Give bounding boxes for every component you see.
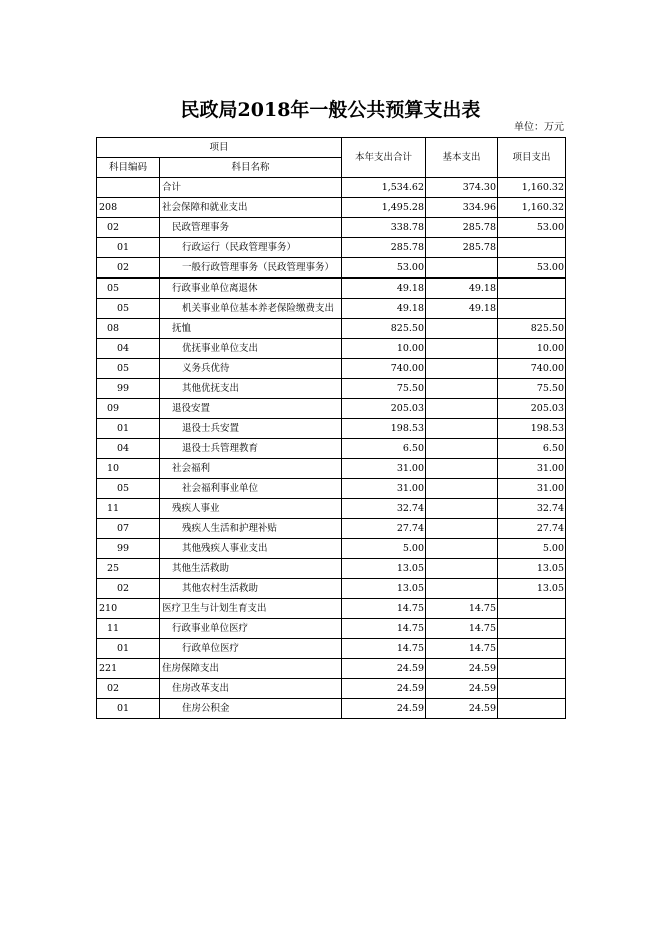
table-row xyxy=(97,539,566,559)
cell-total: 24.59 xyxy=(342,679,426,699)
cell-basic: 24.59 xyxy=(426,699,498,719)
cell-name: 义务兵优待 xyxy=(160,359,342,379)
cell-name: 行政事业单位离退休 xyxy=(160,278,342,299)
cell-basic: 285.78 xyxy=(426,218,498,238)
cell-code: 04 xyxy=(97,439,160,459)
cell-total: 10.00 xyxy=(342,339,426,359)
page-title: 民政局2018年一般公共预算支出表 xyxy=(180,99,481,121)
header-code: 科目编码 xyxy=(97,158,160,178)
table-row xyxy=(97,339,566,359)
cell-code: 05 xyxy=(97,359,160,379)
cell-code: 208 xyxy=(97,198,160,218)
cell-code: 01 xyxy=(97,639,160,659)
cell-item: 5.00 xyxy=(498,539,566,559)
cell-name: 住房公积金 xyxy=(160,699,342,719)
table-row xyxy=(97,399,566,419)
cell-item xyxy=(498,679,566,699)
cell-total: 825.50 xyxy=(342,319,426,339)
cell-code: 02 xyxy=(97,579,160,599)
cell-code: 05 xyxy=(97,299,160,319)
cell-name: 合计 xyxy=(160,178,342,198)
cell-basic xyxy=(426,319,498,339)
table-row xyxy=(97,659,566,679)
cell-code: 07 xyxy=(97,519,160,539)
cell-basic xyxy=(426,258,498,279)
cell-code: 11 xyxy=(97,619,160,639)
budget-table xyxy=(96,137,566,719)
cell-name: 退役安置 xyxy=(160,399,342,419)
table-row xyxy=(97,679,566,699)
cell-name: 其他生活救助 xyxy=(160,559,342,579)
table-row xyxy=(97,599,566,619)
cell-item xyxy=(498,599,566,619)
cell-basic xyxy=(426,419,498,439)
cell-name: 其他农村生活救助 xyxy=(160,579,342,599)
cell-total: 6.50 xyxy=(342,439,426,459)
cell-code: 210 xyxy=(97,599,160,619)
cell-total: 75.50 xyxy=(342,379,426,399)
table-row xyxy=(97,258,566,279)
cell-item xyxy=(498,639,566,659)
cell-basic xyxy=(426,539,498,559)
cell-code: 99 xyxy=(97,379,160,399)
cell-name: 医疗卫生与计划生育支出 xyxy=(160,599,342,619)
cell-name: 抚恤 xyxy=(160,319,342,339)
cell-name: 社会福利 xyxy=(160,459,342,479)
cell-basic: 24.59 xyxy=(426,659,498,679)
cell-name: 民政管理事务 xyxy=(160,218,342,238)
cell-total: 32.74 xyxy=(342,499,426,519)
cell-total: 13.05 xyxy=(342,559,426,579)
cell-total: 205.03 xyxy=(342,399,426,419)
cell-item: 32.74 xyxy=(498,499,566,519)
cell-name: 其他残疾人事业支出 xyxy=(160,539,342,559)
table-row xyxy=(97,218,566,238)
cell-basic: 14.75 xyxy=(426,639,498,659)
table-row xyxy=(97,359,566,379)
cell-item: 1,160.32 xyxy=(498,198,566,218)
cell-name: 行政事业单位医疗 xyxy=(160,619,342,639)
cell-basic xyxy=(426,519,498,539)
cell-code: 11 xyxy=(97,499,160,519)
cell-basic: 49.18 xyxy=(426,278,498,299)
table-row xyxy=(97,459,566,479)
header-name: 科目名称 xyxy=(160,158,342,178)
cell-code: 99 xyxy=(97,539,160,559)
table-body xyxy=(97,178,566,719)
table-row xyxy=(97,579,566,599)
cell-item: 13.05 xyxy=(498,579,566,599)
cell-basic xyxy=(426,379,498,399)
table-row xyxy=(97,439,566,459)
header-basic: 基本支出 xyxy=(426,138,498,178)
cell-name: 住房保障支出 xyxy=(160,659,342,679)
cell-total: 14.75 xyxy=(342,619,426,639)
cell-item: 6.50 xyxy=(498,439,566,459)
cell-code: 01 xyxy=(97,699,160,719)
cell-total: 5.00 xyxy=(342,539,426,559)
cell-name: 住房改革支出 xyxy=(160,679,342,699)
cell-total: 49.18 xyxy=(342,278,426,299)
table-row xyxy=(97,639,566,659)
cell-item: 53.00 xyxy=(498,258,566,279)
cell-item: 825.50 xyxy=(498,319,566,339)
cell-basic: 14.75 xyxy=(426,599,498,619)
table-row xyxy=(97,519,566,539)
cell-basic: 14.75 xyxy=(426,619,498,639)
cell-total: 27.74 xyxy=(342,519,426,539)
table-row xyxy=(97,178,566,198)
cell-total: 14.75 xyxy=(342,639,426,659)
cell-item xyxy=(498,238,566,258)
cell-name: 残疾人事业 xyxy=(160,499,342,519)
cell-total: 1,495.28 xyxy=(342,198,426,218)
cell-name: 社会保障和就业支出 xyxy=(160,198,342,218)
table-row xyxy=(97,299,566,319)
cell-name: 其他优抚支出 xyxy=(160,379,342,399)
cell-code: 05 xyxy=(97,278,160,299)
cell-item: 27.74 xyxy=(498,519,566,539)
cell-basic: 24.59 xyxy=(426,679,498,699)
cell-code: 09 xyxy=(97,399,160,419)
cell-code: 25 xyxy=(97,559,160,579)
cell-total: 740.00 xyxy=(342,359,426,379)
cell-code: 05 xyxy=(97,479,160,499)
cell-basic xyxy=(426,359,498,379)
cell-code: 10 xyxy=(97,459,160,479)
cell-basic xyxy=(426,579,498,599)
cell-item: 1,160.32 xyxy=(498,178,566,198)
cell-basic: 285.78 xyxy=(426,238,498,258)
cell-code: 01 xyxy=(97,238,160,258)
cell-item: 198.53 xyxy=(498,419,566,439)
cell-basic xyxy=(426,439,498,459)
header-item: 项目支出 xyxy=(498,138,566,178)
cell-basic xyxy=(426,499,498,519)
cell-total: 49.18 xyxy=(342,299,426,319)
cell-total: 24.59 xyxy=(342,699,426,719)
cell-code: 01 xyxy=(97,419,160,439)
cell-item xyxy=(498,299,566,319)
table-row xyxy=(97,238,566,258)
cell-name: 退役士兵管理教育 xyxy=(160,439,342,459)
cell-basic: 334.96 xyxy=(426,198,498,218)
table-row xyxy=(97,699,566,719)
cell-name: 行政运行（民政管理事务） xyxy=(160,238,342,258)
cell-name: 行政单位医疗 xyxy=(160,639,342,659)
cell-code: 02 xyxy=(97,218,160,238)
cell-name: 残疾人生活和护理补贴 xyxy=(160,519,342,539)
cell-item xyxy=(498,699,566,719)
cell-code: 02 xyxy=(97,679,160,699)
cell-code xyxy=(97,178,160,198)
cell-item: 10.00 xyxy=(498,339,566,359)
cell-item: 205.03 xyxy=(498,399,566,419)
cell-total: 31.00 xyxy=(342,459,426,479)
cell-basic xyxy=(426,399,498,419)
cell-basic xyxy=(426,559,498,579)
table-row xyxy=(97,619,566,639)
table-row xyxy=(97,198,566,218)
cell-item: 740.00 xyxy=(498,359,566,379)
cell-item xyxy=(498,659,566,679)
cell-total: 338.78 xyxy=(342,218,426,238)
cell-item xyxy=(498,619,566,639)
table-row xyxy=(97,278,566,299)
table-row xyxy=(97,559,566,579)
cell-item: 53.00 xyxy=(498,218,566,238)
table-row xyxy=(97,419,566,439)
cell-name: 退役士兵安置 xyxy=(160,419,342,439)
cell-item: 31.00 xyxy=(498,479,566,499)
table-row xyxy=(97,319,566,339)
cell-item: 31.00 xyxy=(498,459,566,479)
cell-total: 31.00 xyxy=(342,479,426,499)
cell-name: 社会福利事业单位 xyxy=(160,479,342,499)
cell-item: 13.05 xyxy=(498,559,566,579)
cell-code: 02 xyxy=(97,258,160,279)
cell-name: 一般行政管理事务（民政管理事务） xyxy=(160,258,342,279)
cell-total: 13.05 xyxy=(342,579,426,599)
cell-code: 221 xyxy=(97,659,160,679)
cell-basic: 49.18 xyxy=(426,299,498,319)
cell-basic xyxy=(426,479,498,499)
cell-total: 198.53 xyxy=(342,419,426,439)
table-row xyxy=(97,379,566,399)
cell-total: 285.78 xyxy=(342,238,426,258)
cell-name: 机关事业单位基本养老保险缴费支出 xyxy=(160,299,342,319)
cell-item: 75.50 xyxy=(498,379,566,399)
header-project: 项目 xyxy=(97,138,342,158)
cell-code: 04 xyxy=(97,339,160,359)
table-row xyxy=(97,479,566,499)
cell-basic xyxy=(426,459,498,479)
cell-item xyxy=(498,278,566,299)
unit-label: 单位：万元 xyxy=(514,122,564,133)
cell-basic xyxy=(426,339,498,359)
table-row xyxy=(97,499,566,519)
cell-total: 14.75 xyxy=(342,599,426,619)
cell-basic: 374.30 xyxy=(426,178,498,198)
cell-code: 08 xyxy=(97,319,160,339)
cell-name: 优抚事业单位支出 xyxy=(160,339,342,359)
cell-total: 1,534.62 xyxy=(342,178,426,198)
cell-total: 53.00 xyxy=(342,258,426,279)
cell-total: 24.59 xyxy=(342,659,426,679)
header-total: 本年支出合计 xyxy=(342,138,426,178)
